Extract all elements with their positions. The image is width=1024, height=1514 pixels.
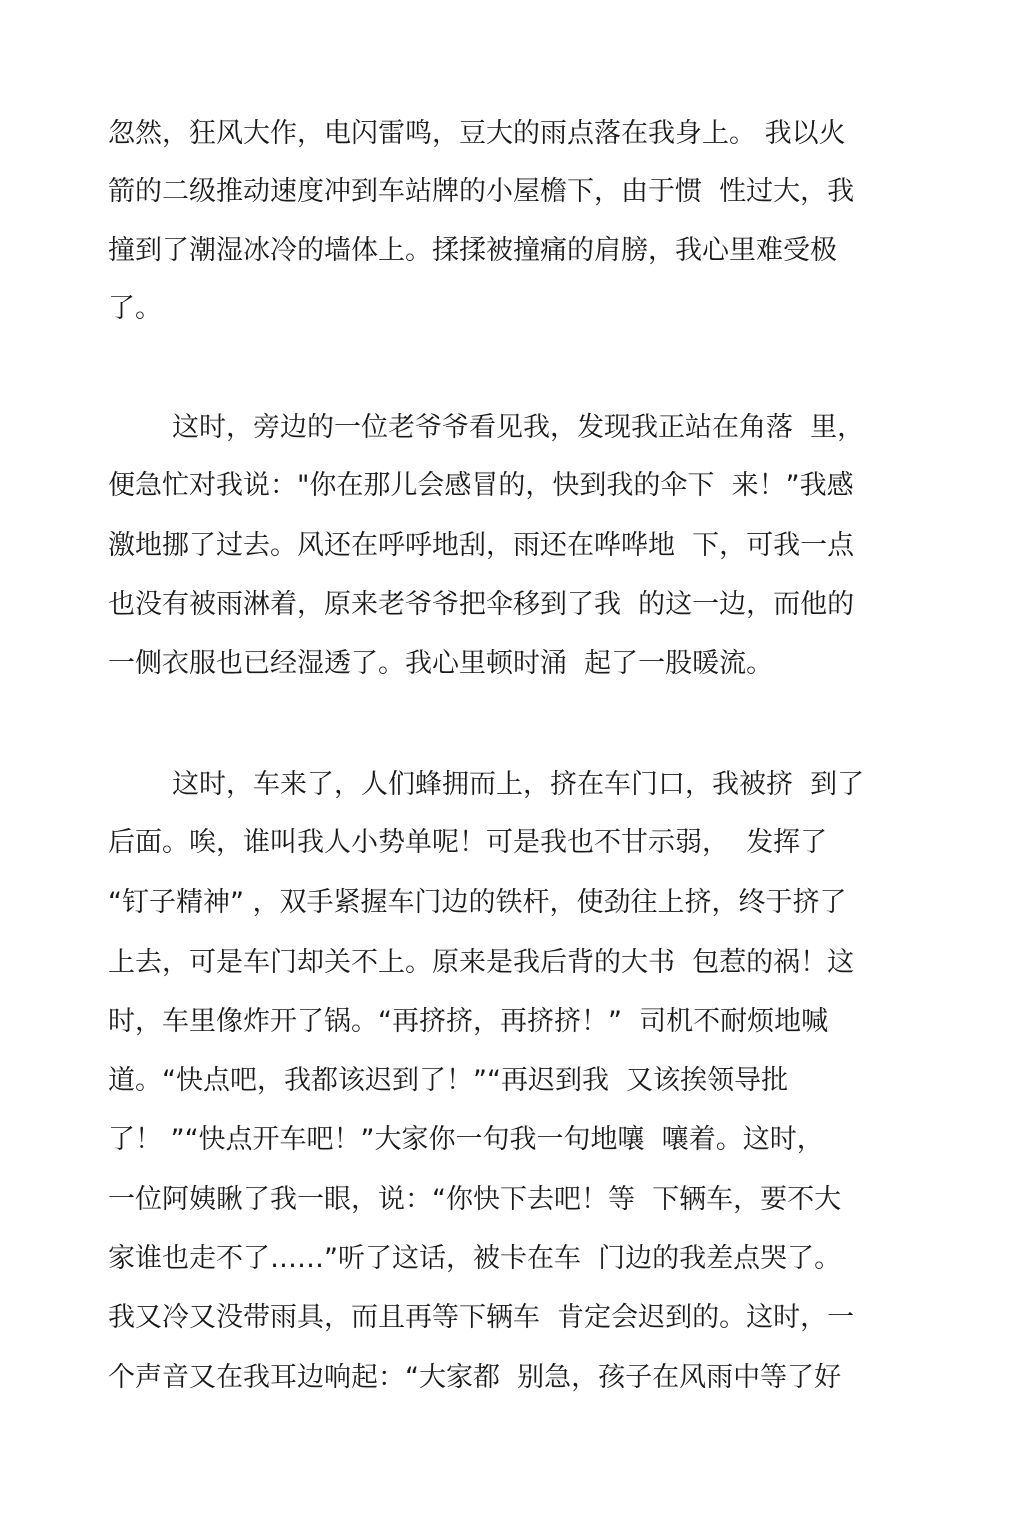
- text-line: 这时，旁边的一位老爷爷看见我，发现我正站在角落 里，: [172, 412, 865, 443]
- text-line: 一位阿姨瞅了我一眼，说：“你快下去吧！等 下辆车，要不大: [108, 1184, 842, 1215]
- text-line: 了！ ”“快点开车吧！”大家你一句我一句地嚷 嚷着。这时，: [108, 1124, 824, 1155]
- text-line: 我又冷又没带雨具，而且再等下辆车 肯定会迟到的。这时，一: [108, 1302, 855, 1333]
- text-line: 撞到了潮湿冰冷的墙体上。揉揉被撞痛的肩膀，我心里难受极: [108, 235, 837, 266]
- text-line: 时，车里像炸开了锅。“再挤挤，再挤挤！” 司机不耐烦地喊: [108, 1006, 829, 1037]
- text-line: 也没有被雨淋着，原来老爷爷把伞移到了我 的这一边，而他的: [108, 589, 855, 620]
- text-line: “钉子精神” ，双手紧握车门边的铁杆，使劲往上挤，终于挤了: [108, 887, 847, 918]
- text-line: 箭的二级推动速度冲到车站牌的小屋檐下，由于惯 性过大，我: [108, 176, 855, 207]
- text-line: 这时，车来了，人们蜂拥而上，挤在车门口，我被挤 到了: [172, 769, 865, 800]
- text-line: 便急忙对我说："你在那儿会感冒的，快到我的伞下 来！”我感: [108, 470, 854, 501]
- text-line: 后面。唉，谁叫我人小势单呢！可是我也不甘示弱， 发挥了: [108, 827, 828, 858]
- text-line: 道。“快点吧，我都该迟到了！”“再迟到我 又该挨领导批: [108, 1065, 789, 1096]
- text-line: 了。: [108, 293, 162, 324]
- text-line: 忽然，狂风大作，电闪雷鸣，豆大的雨点落在我身上。 我以火: [108, 118, 846, 149]
- text-line: 激地挪了过去。风还在呼呼地刮，雨还在哗哗地 下，可我一点: [108, 530, 855, 561]
- text-line: 家谁也走不了……”听了这话，被卡在车 门边的我差点哭了。: [108, 1243, 842, 1274]
- text-line: 个声音又在我耳边响起：“大家都 别急，孩子在风雨中等了好: [108, 1362, 842, 1393]
- text-line: 上去，可是车门却关不上。原来是我后背的大书 包惹的祸！这: [108, 947, 855, 978]
- text-line: 一侧衣服也已经湿透了。我心里顿时涌 起了一股暖流。: [108, 648, 774, 679]
